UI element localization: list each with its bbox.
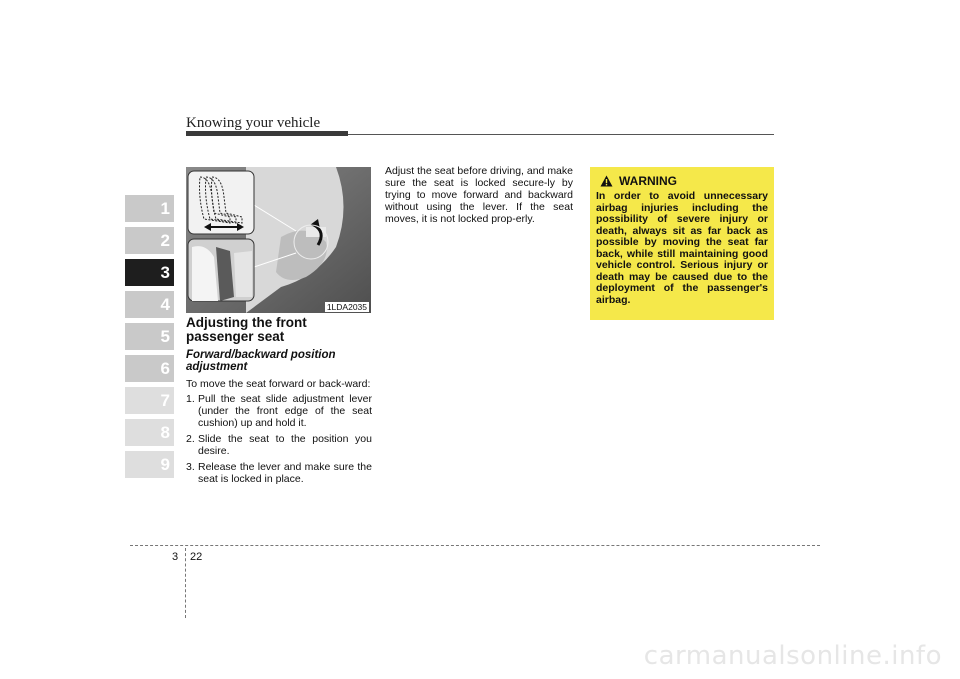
page-number: 22 — [190, 551, 203, 563]
chapter-tab-6[interactable]: 6 — [125, 355, 174, 382]
chapter-tab-2[interactable]: 2 — [125, 227, 174, 254]
header-title: Knowing your vehicle — [186, 115, 321, 131]
chapter-tab-9[interactable]: 9 — [125, 451, 174, 478]
chapter-tab-3[interactable]: 3 — [125, 259, 174, 286]
header-bar-thin — [348, 134, 774, 135]
warning-box — [590, 167, 774, 320]
section-intro: To move the seat forward or back-ward: — [186, 378, 371, 390]
chapter-tabs — [125, 195, 174, 483]
list-item: 1. Pull the seat slide adjustment lever (under the front edge of the seat cushion) up and hold it. — [186, 393, 372, 429]
list-item: 2. Slide the seat to the position you desire. — [186, 433, 372, 457]
chapter-tab-1[interactable]: 1 — [125, 195, 174, 222]
warning-title: WARNING — [619, 174, 677, 188]
figure-label: 1LDA2035 — [326, 302, 367, 312]
chapter-tab-4[interactable]: 4 — [125, 291, 174, 318]
footer-divider — [130, 545, 820, 546]
warning-header — [600, 174, 768, 188]
front-seat-section — [186, 316, 372, 489]
warning-triangle-icon — [600, 175, 613, 187]
footer-vertical-divider — [185, 548, 186, 618]
chapter-tab-7[interactable]: 7 — [125, 387, 174, 414]
section-subtitle: Forward/backward position adjustment — [186, 349, 336, 373]
section-title: Adjusting the front passenger seat — [186, 315, 307, 344]
header-bar-thick — [186, 131, 348, 136]
adjust-note: Adjust the seat before driving, and make sure the seat is locked secure-ly by trying to move forward and backward without using the lever. If the seat moves, it is not locked prop-erly. — [385, 165, 573, 225]
list-item: 3. Release the lever and make sure the seat is locked in place. — [186, 461, 372, 485]
chapter-tab-8[interactable]: 8 — [125, 419, 174, 446]
warning-text: In order to avoid unnecessary airbag injuries including the possibility of severe injury or death, always sit as far back as possible by moving the seat far back, while still maintaining good vehicle control. Serious injury or death may be caused due to the deployment of the passenger's airbag. — [596, 190, 768, 306]
seat-adjust-figure — [186, 167, 371, 313]
page-chapter: 3 — [172, 551, 179, 563]
seat-illustration — [186, 167, 371, 313]
steps-list — [186, 393, 372, 485]
chapter-tab-5[interactable]: 5 — [125, 323, 174, 350]
watermark: carmanualsonline.info — [643, 641, 942, 671]
